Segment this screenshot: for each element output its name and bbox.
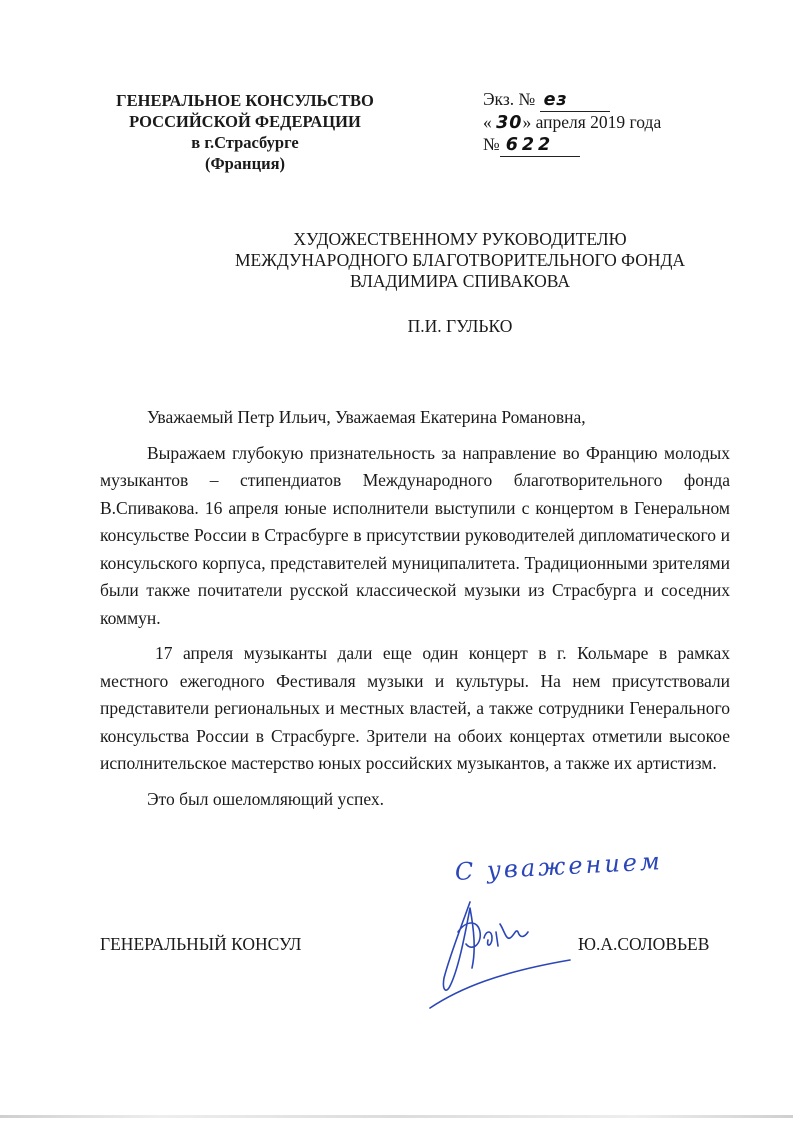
copy-number-line xyxy=(483,89,661,112)
addressee-name: П.И. ГУЛЬКО xyxy=(407,316,513,336)
sender-line: РОССИЙСКОЙ ФЕДЕРАЦИИ xyxy=(129,112,361,131)
outgoing-number-line xyxy=(483,134,661,157)
sender-line: (Франция) xyxy=(204,154,286,173)
greeting: Уважаемый Петр Ильич, Уважаемая Екатерина Романовна, xyxy=(147,407,586,427)
sender-header xyxy=(100,90,390,174)
copy-label: Экз. № xyxy=(483,89,536,109)
sender-line: в г.Страсбурге xyxy=(191,133,299,152)
addressee-line: МЕЖДУНАРОДНОГО БЛАГОТВОРИТЕЛЬНОГО ФОНДА xyxy=(234,250,686,270)
handwritten-signature xyxy=(400,880,680,1010)
handwritten-note: С уважением xyxy=(454,847,664,886)
date-line xyxy=(483,112,661,134)
letter-body xyxy=(100,404,730,821)
addressee-line: ВЛАДИМИРА СПИВАКОВА xyxy=(349,271,571,291)
date-day: 30 xyxy=(496,113,523,133)
copy-value-field xyxy=(540,89,610,112)
number-value-field xyxy=(500,134,580,157)
paragraph: 17 апреля музыканты дали еще один концерт в г. Кольмаре в рамках местного ежегодного Фестиваля музыки и культуры. На нем присутствовали представители региональных и местных властей, а также сотрудники Генерального консульства России в Страсбурге. Зрители на обоих концертах отметили высокое исполнительское мастерство юных российских музыкантов, а также их артистизм. xyxy=(100,643,730,773)
addressee-line: ХУДОЖЕСТВЕННОМУ РУКОВОДИТЕЛЮ xyxy=(293,229,627,249)
scan-edge-shadow xyxy=(0,1115,793,1118)
number-label: № xyxy=(483,134,500,154)
number-value: 622 xyxy=(505,135,555,155)
closing-line: Это был ошеломляющий успех. xyxy=(147,788,385,809)
paragraph: Выражаем глубокую признательность за направление во Францию молодых музыкантов – стипендиатов Международного благотворительного фонда В.Спивакова. 16 апреля юные исполнители выступили с концертом в Генеральном консульстве России в Страсбурге в присутствии руководителей дипломатического и консульского корпуса, представителей муниципалитета. Традиционными зрителями были также почитатели русской классической музыки из Страсбурга и соседних коммун. xyxy=(100,442,730,628)
date-quote: « xyxy=(483,112,492,132)
addressee-block xyxy=(150,229,770,292)
signer-title: ГЕНЕРАЛЬНЫЙ КОНСУЛ xyxy=(100,934,302,954)
copy-value: ез xyxy=(543,90,568,110)
registry-block xyxy=(483,89,661,157)
sender-line: ГЕНЕРАЛЬНОЕ КОНСУЛЬСТВО xyxy=(116,91,374,110)
date-rest: » апреля 2019 года xyxy=(522,112,662,132)
signer-name: Ю.А.СОЛОВЬЕВ xyxy=(578,934,710,954)
signature-stroke xyxy=(443,902,528,990)
